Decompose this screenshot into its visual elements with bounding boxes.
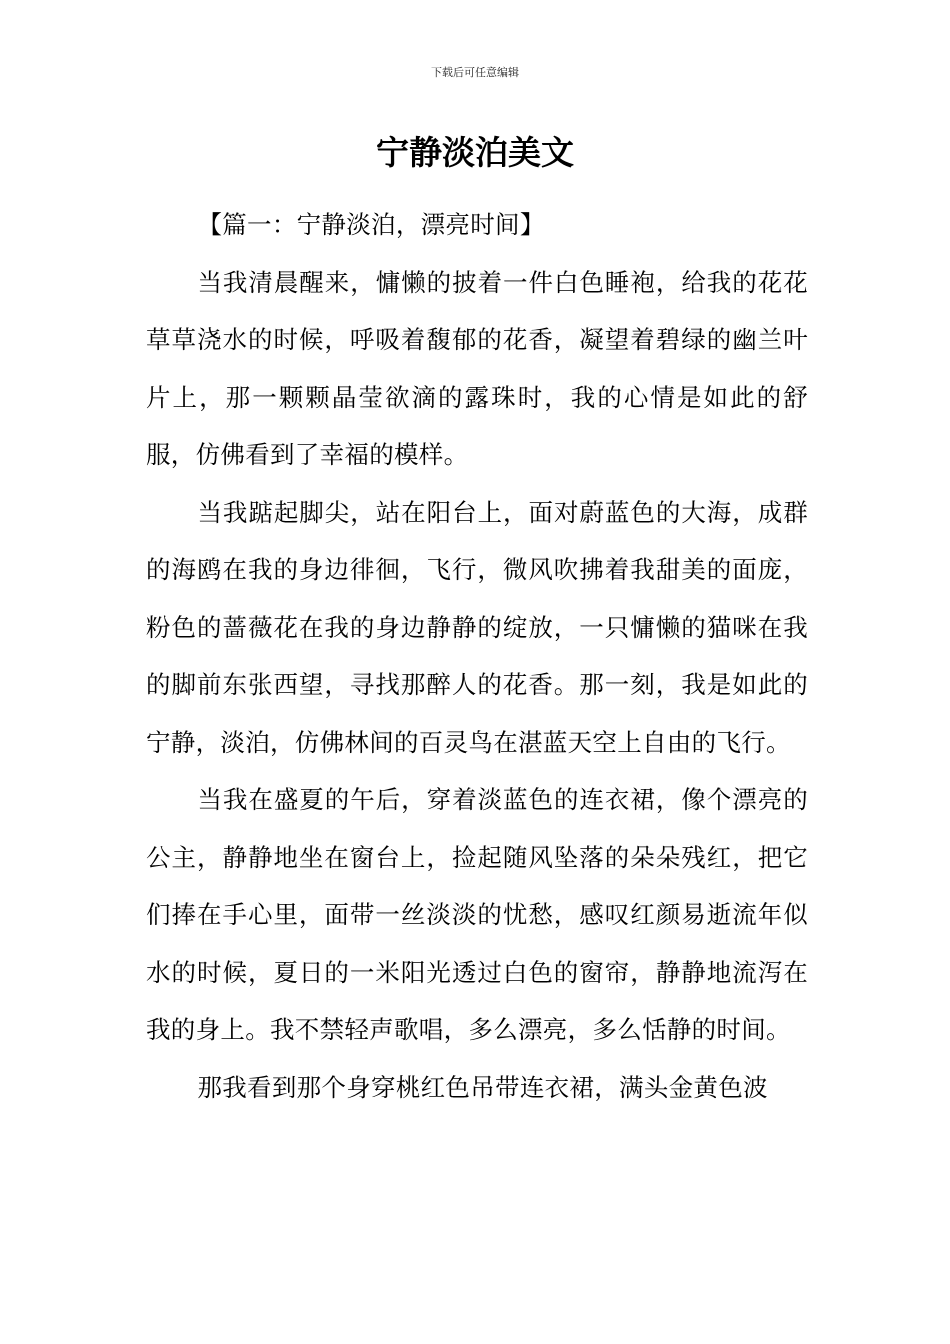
paragraph-3: 当我在盛夏的午后，穿着淡蓝色的连衣裙，像个漂亮的公主，静静地坐在窗台上，捡起随风坠落的朵朵残红，把它们捧在手心里，面带一丝淡淡的忧愁，感叹红颜易逝流年似水的时候，夏日的一米阳光透过白色的窗帘，静静地流泻在我的身上。我不禁轻声歌唱，多么漂亮，多么恬静的时间。 [146, 785, 808, 1044]
header-note: 下载后可任意编辑 [431, 66, 519, 79]
paragraph-2: 当我踮起脚尖，站在阳台上，面对蔚蓝色的大海，成群的海鸥在我的身边徘徊，飞行，微风吹拂着我甜美的面庞，粉色的蔷薇花在我的身边静静的绽放，一只慵懒的猫咪在我的脚前东张西望，寻找那醉人的花香。那一刻，我是如此的宁静，淡泊，仿佛林间的百灵鸟在湛蓝天空上自由的飞行。 [146, 497, 808, 757]
document-body [146, 196, 808, 1116]
paragraph-1: 当我清晨醒来，慵懒的披着一件白色睡袍，给我的花花草草浇水的时候，呼吸着馥郁的花香，凝望着碧绿的幽兰叶片上，那一颗颗晶莹欲滴的露珠时，我的心情是如此的舒服，仿佛看到了幸福的模样。 [146, 267, 808, 469]
section-heading: 【篇一：宁静淡泊，漂亮时间】 [197, 210, 545, 239]
document-title: 宁静淡泊美文 [376, 133, 574, 172]
paragraph-4: 那我看到那个身穿桃红色吊带连衣裙，满头金黄色波 [197, 1072, 768, 1102]
